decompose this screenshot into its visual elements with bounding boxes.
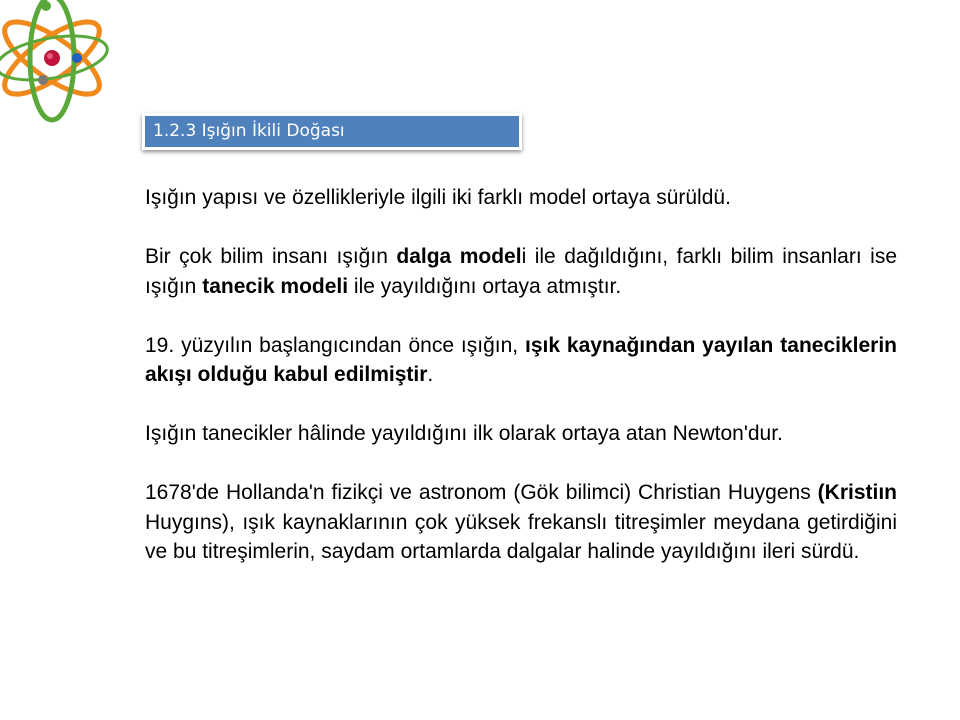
body-paragraph (145, 478, 897, 567)
slide-title-box (142, 113, 522, 150)
slide-title: 1.2.3 Işığın İkili Doğası (145, 116, 519, 147)
bold-text: dalga model (396, 245, 522, 268)
slide-body (145, 183, 897, 567)
bold-text: ışık kaynağından yayılan taneciklerin akışı olduğu kabul edilmiştir (145, 333, 897, 386)
body-paragraph (145, 183, 897, 213)
text-run: Işığın tanecikler hâlinde yayıldığını ilk olarak ortaya atan Newton'dur. (145, 422, 783, 445)
text-run: i ile dağıldığını, farklı bilim insanları ise ışığın (145, 245, 897, 298)
bold-text: (Kristiın (817, 481, 897, 504)
body-paragraph (145, 331, 897, 390)
text-run: Bir çok bilim insanı ışığın (145, 245, 397, 268)
text-run: Huygıns), ışık kaynaklarının çok yüksek frekanslı titreşimler meydana getirdiğini ve bu titreşimlerin, saydam ortamlarda dalgalar halinde yayıldığını ileri sürdü. (145, 510, 897, 563)
body-paragraph (145, 242, 897, 301)
bold-text: tanecik modeli (202, 274, 349, 298)
text-run: 19. yüzyılın başlangıcından önce ışığın, (145, 333, 525, 357)
body-paragraph (145, 419, 897, 449)
atom-icon (0, 0, 110, 125)
text-run: 1678'de Hollanda'n fizikçi ve astronom (Gök bilimci) Christian Huygens (145, 481, 818, 504)
text-run: . (427, 363, 434, 386)
text-run: ile yayıldığını ortaya atmıştır. (348, 274, 622, 298)
text-run: Işığın yapısı ve özellikleriyle ilgili iki farklı model ortaya sürüldü. (145, 186, 731, 209)
